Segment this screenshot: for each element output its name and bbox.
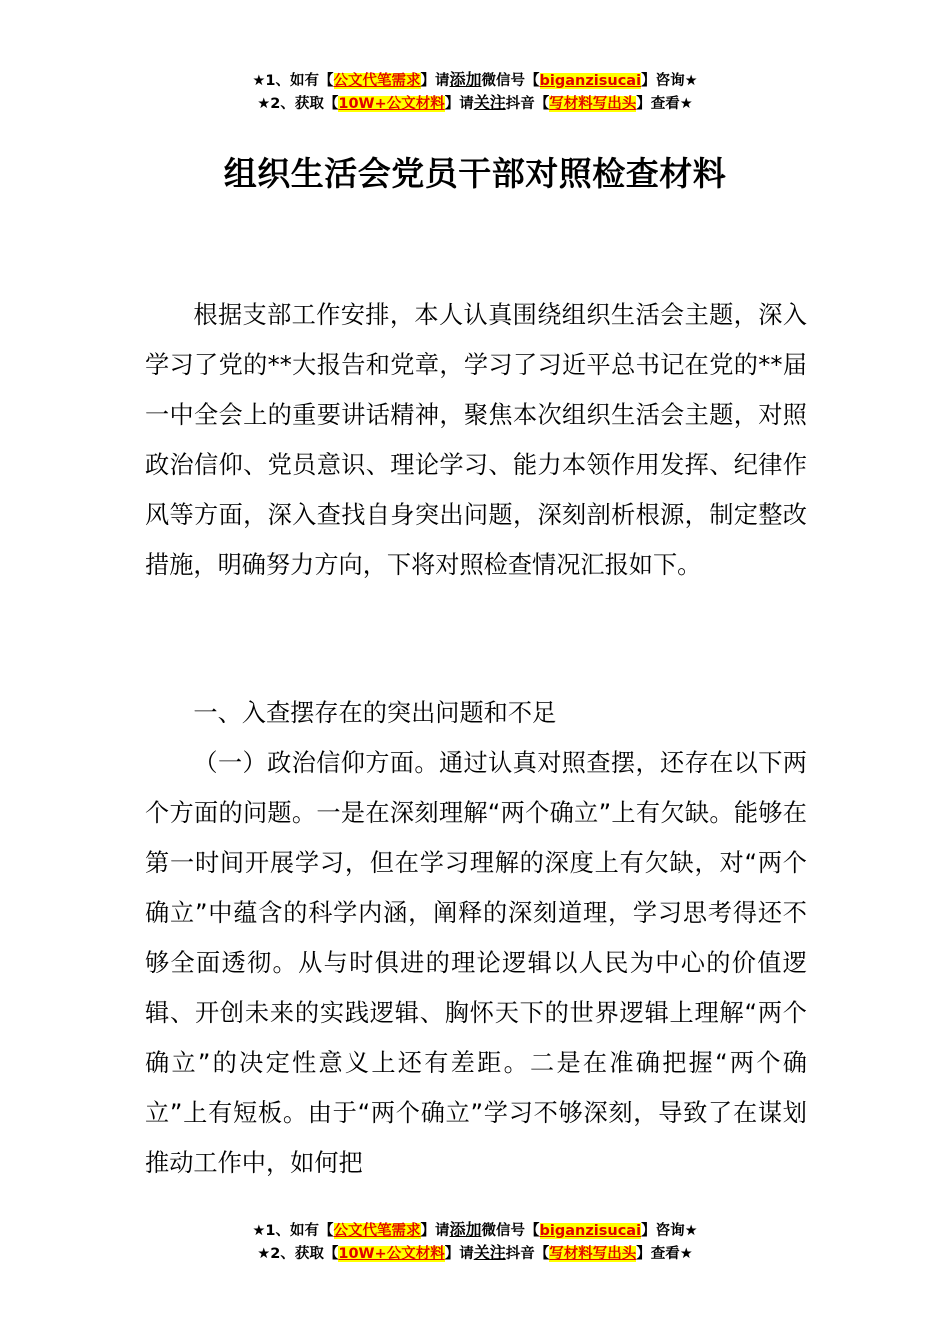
section-paragraph: （一）政治信仰方面。通过认真对照查摆，还存在以下两个方面的问题。一是在深刻理解“两个确立”上有欠缺。能够在第一时间开展学习，但在学习理解的深度上有欠缺，对“两个确立”中蕴含的科学内涵，阐释的深刻道理，学习思考得还不够全面透彻。从与时俱进的理论逻辑以人民为中心的价值逻辑、开创未来的实践逻辑、胸怀天下的世界逻辑上理解“两个确立”的决定性意义上还有差距。二是在准确把握“两个确立”上有短板。由于“两个确立”学习不够深刻，导致了在谋划推动工作中，如何把 xyxy=(145,749,807,1177)
banner-emphasis: 关注 xyxy=(473,93,506,112)
banner-emphasis: 添加 xyxy=(449,1220,482,1239)
banner-highlight: 写材料写出头 xyxy=(549,1246,637,1262)
intro-paragraph: 根据支部工作安排，本人认真围绕组织生活会主题，深入学习了党的**大报告和党章，学习了习近平总书记在党的**届一中全会上的重要讲话精神，聚焦本次组织生活会主题，对照政治信仰、党员意识、理论学习、能力本领作用发挥、纪律作风等方面，深入查找自身突出问题，深刻剖析根源，制定整改措施，明确努力方向，下将对照检查情况汇报如下。 xyxy=(145,301,807,579)
banner-highlight: 公文代笔需求 xyxy=(333,73,421,89)
banner-text: ★2、获取【 xyxy=(257,96,339,112)
banner-text: 】请 xyxy=(420,73,450,89)
banner-text: ★1、如有【 xyxy=(252,73,334,89)
banner-highlight: biganzisucai xyxy=(539,1223,642,1239)
banner-text: 微信号【 xyxy=(481,1223,540,1239)
banner-line-1 xyxy=(0,1219,950,1242)
intro-paragraph-block xyxy=(145,290,807,590)
banner-highlight: 公文代笔需求 xyxy=(333,1223,421,1239)
banner-emphasis: 关注 xyxy=(473,1243,506,1262)
banner-highlight: biganzisucai xyxy=(539,73,642,89)
banner-text: 抖音【 xyxy=(505,96,550,112)
banner-highlight: 写材料写出头 xyxy=(549,96,637,112)
footer-banner xyxy=(0,1219,950,1265)
banner-text: ★2、获取【 xyxy=(257,1246,339,1262)
header-banner xyxy=(0,69,950,115)
banner-emphasis: 添加 xyxy=(449,70,482,89)
banner-line-1 xyxy=(0,69,950,92)
document-title: 组织生活会党员干部对照检查材料 xyxy=(223,154,727,193)
banner-text: 】咨询★ xyxy=(641,1223,698,1239)
section-heading: 一、入查摆存在的突出问题和不足 xyxy=(193,699,557,727)
banner-text: 】请 xyxy=(444,1246,474,1262)
banner-line-2 xyxy=(0,1242,950,1265)
banner-text: 】请 xyxy=(420,1223,450,1239)
banner-text: 】请 xyxy=(444,96,474,112)
banner-text: 抖音【 xyxy=(505,1246,550,1262)
banner-text: 微信号【 xyxy=(481,73,540,89)
banner-text: 】查看★ xyxy=(636,96,693,112)
banner-highlight: 10W+公文材料 xyxy=(338,1246,445,1262)
banner-text: 】咨询★ xyxy=(641,73,698,89)
banner-text: ★1、如有【 xyxy=(252,1223,334,1239)
banner-highlight: 10W+公文材料 xyxy=(338,96,445,112)
section-1-block xyxy=(145,688,807,1188)
banner-line-2 xyxy=(0,92,950,115)
banner-text: 】查看★ xyxy=(636,1246,693,1262)
